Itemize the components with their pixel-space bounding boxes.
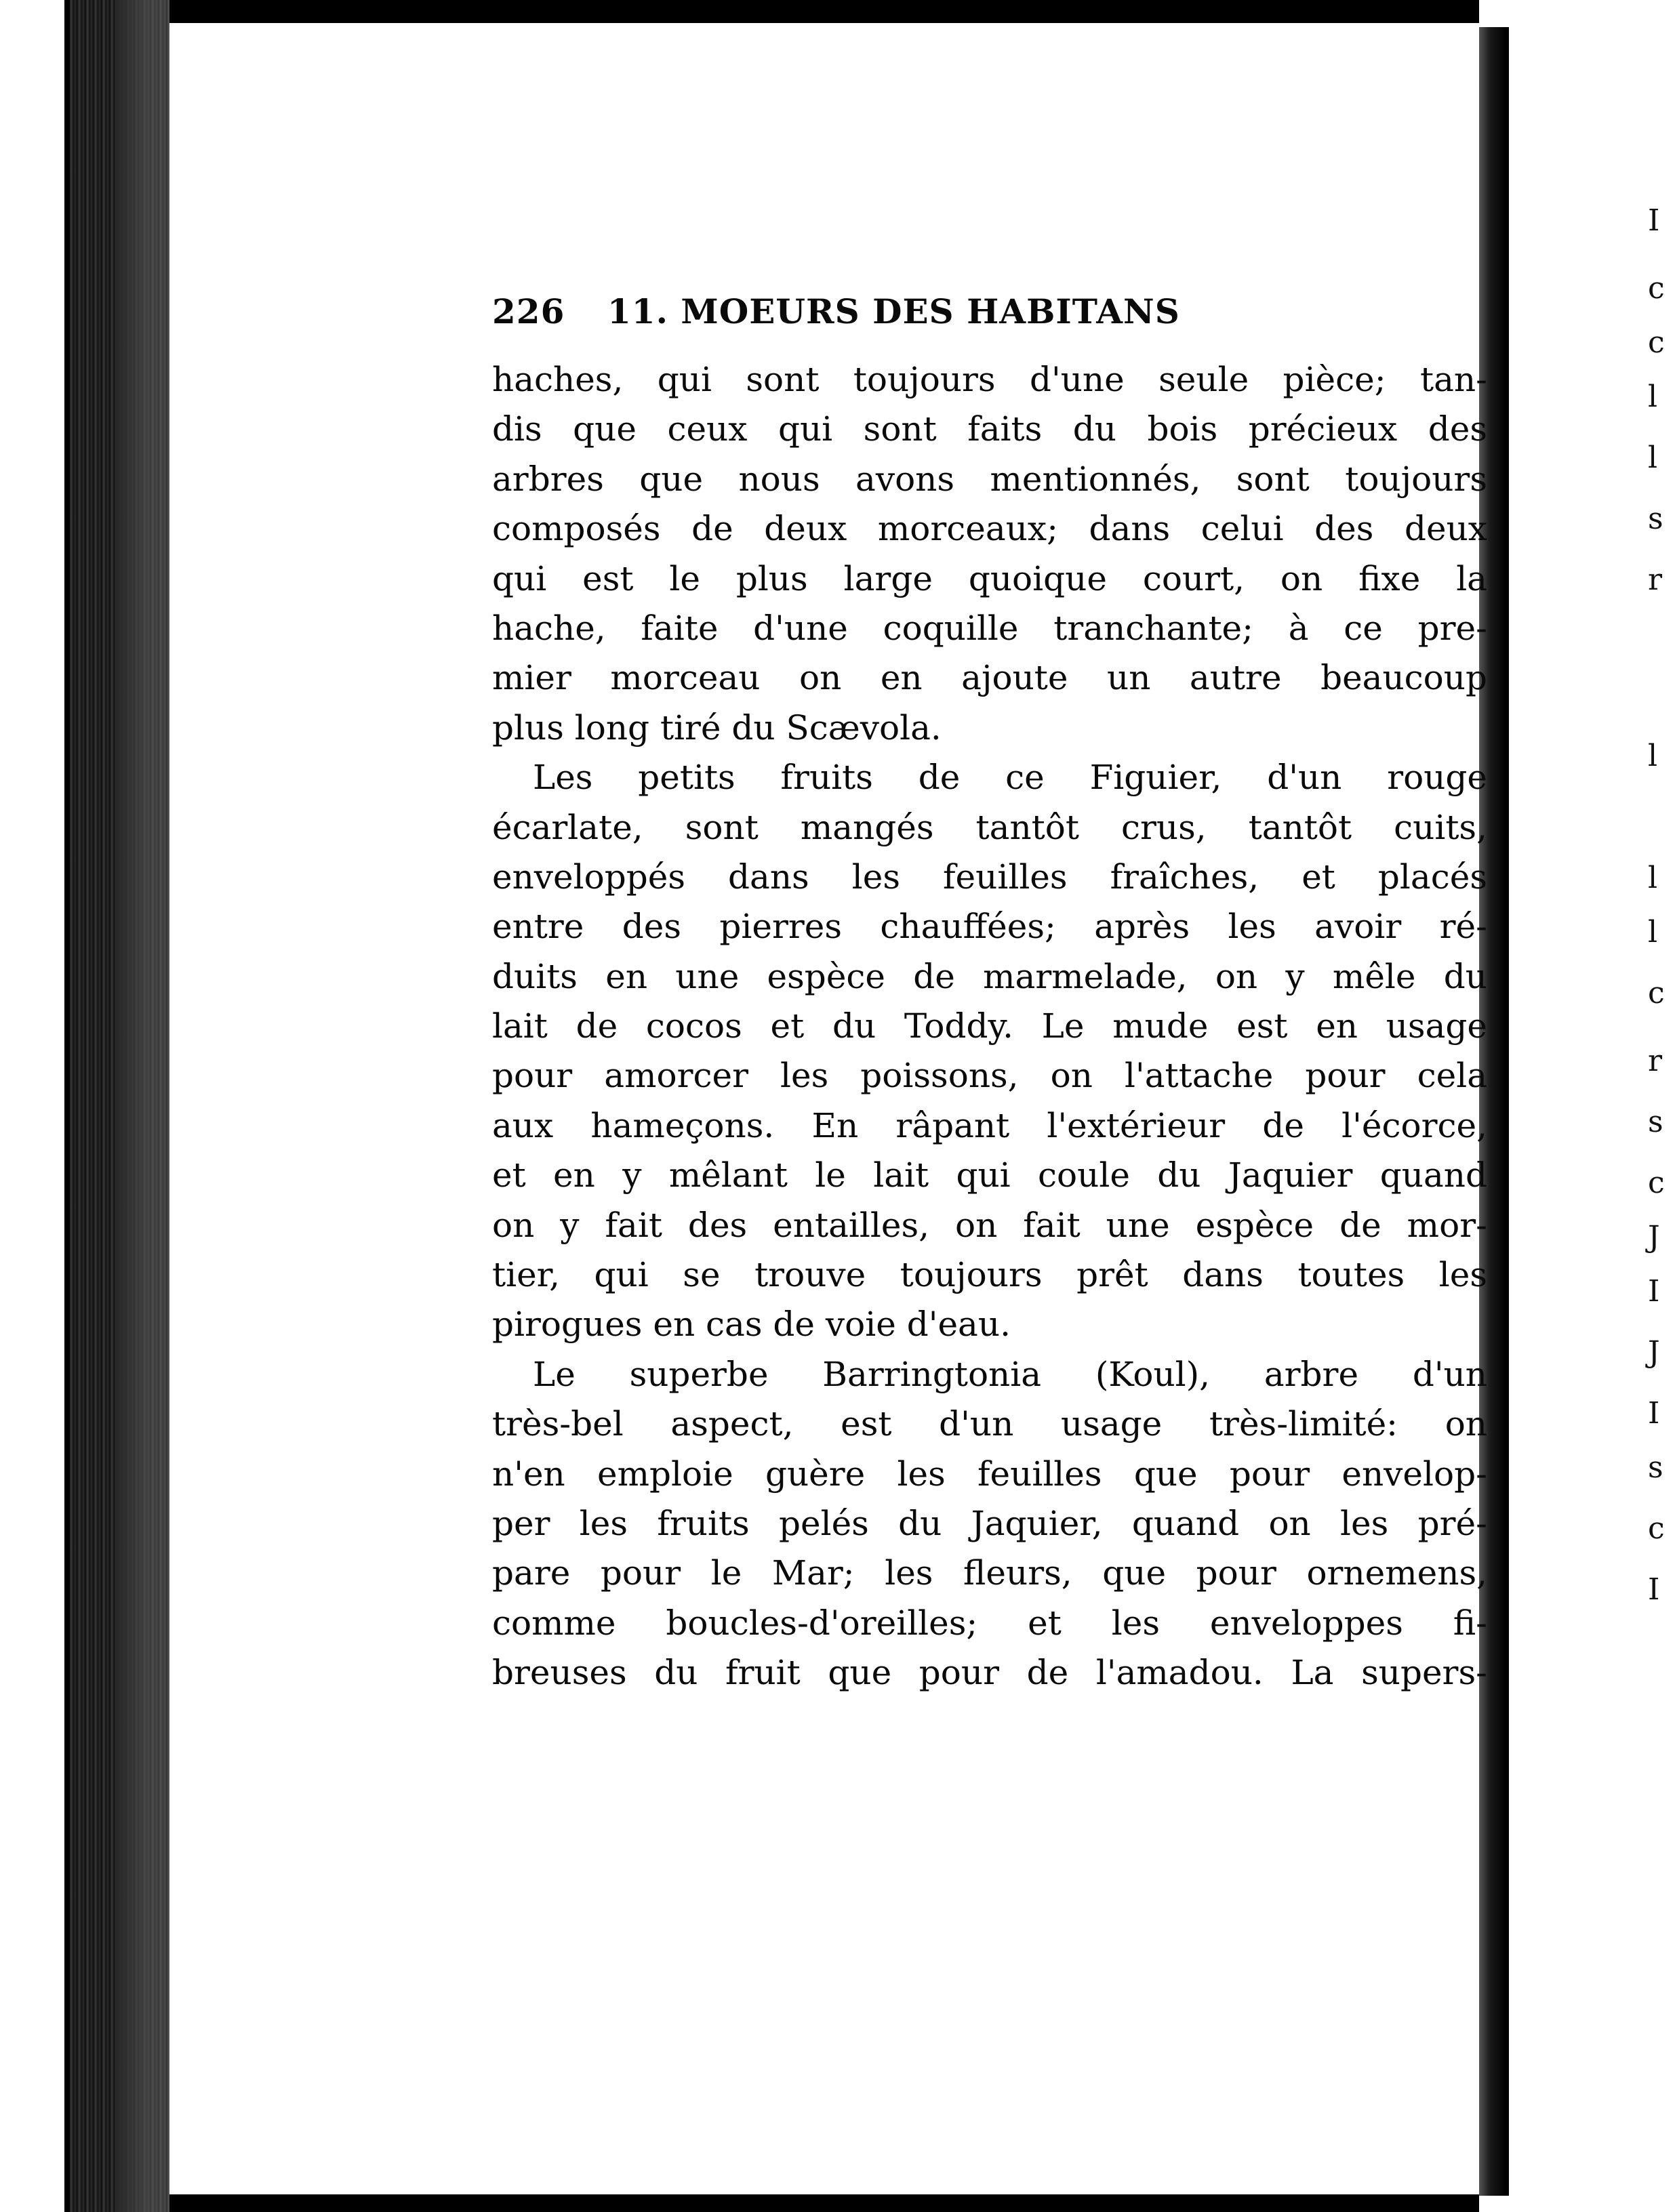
text-line: aux hameçons. En râpant l'extérieur de l'écorce, — [492, 1105, 1487, 1145]
text-line: lait de cocos et du Toddy. Le mude est en usage — [492, 1006, 1487, 1046]
text-line: breuses du fruit que pour de l'amadou. La supers- — [492, 1653, 1487, 1693]
facing-page-letter: I — [1648, 1572, 1660, 1607]
facing-page-letter: I — [1648, 203, 1660, 238]
text-line: écarlate, sont mangés tantôt crus, tantôt cuits, — [492, 807, 1487, 847]
text-line: et en y mêlant le lait qui coule du Jaquier quand — [492, 1155, 1487, 1195]
bottom-scan-border — [169, 2194, 1479, 2212]
text-line: Le superbe Barringtonia (Koul), arbre d'un — [533, 1354, 1487, 1394]
text-line: dis que ceux qui sont faits du bois précieux des — [492, 409, 1487, 449]
top-scan-border — [169, 0, 1479, 23]
facing-page-letter: r — [1648, 562, 1663, 597]
page-number: 226 — [492, 291, 565, 331]
facing-page-letter: l — [1648, 380, 1658, 414]
text-line: mier morceau on en ajoute un autre beaucoup — [492, 658, 1487, 698]
text-line: duits en une espèce de marmelade, on y mêle du — [492, 956, 1487, 996]
facing-page-letter: s — [1648, 1105, 1663, 1139]
facing-page-letter: s — [1648, 1450, 1663, 1485]
body-text — [492, 355, 1487, 1698]
facing-page-letter: I — [1648, 1396, 1660, 1431]
facing-page-letter: J — [1648, 1335, 1660, 1370]
facing-page-letter: l — [1648, 441, 1658, 475]
text-line: Les petits fruits de ce Figuier, d'un rouge — [533, 758, 1487, 798]
text-line: entre des pierres chauffées; après les avoir ré- — [492, 907, 1487, 947]
facing-page-letter: l — [1648, 861, 1658, 895]
scan-border-line — [64, 0, 70, 2212]
facing-page-letter: l — [1648, 739, 1658, 773]
text-line: haches, qui sont toujours d'une seule pièce; tan- — [492, 360, 1487, 399]
text-line: on y fait des entailles, on fait une espèce de mor- — [492, 1205, 1487, 1245]
text-line: per les fruits pelés du Jaquier, quand on les pré- — [492, 1503, 1487, 1543]
text-line: pour amorcer les poissons, on l'attache pour cela — [492, 1056, 1487, 1096]
text-line: hache, faite d'une coquille tranchante; à ce pre- — [492, 608, 1487, 648]
facing-page-letter: s — [1648, 501, 1663, 536]
text-line: composés de deux morceaux; dans celui des deux — [492, 509, 1487, 549]
text-line: arbres que nous avons mentionnés, sont toujours — [492, 459, 1487, 499]
text-line: n'en emploie guère les feuilles que pour envelop- — [492, 1454, 1487, 1494]
text-line: comme boucles-d'oreilles; et les enveloppes fi- — [492, 1603, 1487, 1643]
text-line: plus long tiré du Scævola. — [492, 708, 942, 747]
text-line: très-bel aspect, est d'un usage très-limité: on — [492, 1404, 1487, 1444]
facing-page-letter: J — [1648, 1220, 1660, 1254]
scan-margin — [0, 0, 64, 2212]
facing-page-letter: I — [1648, 1274, 1660, 1309]
text-line: qui est le plus large quoique court, on fixe la — [492, 558, 1487, 598]
text-line: pirogues en cas de voie d'eau. — [492, 1305, 1011, 1345]
facing-page-letter: l — [1648, 915, 1658, 949]
facing-page-letter: c — [1648, 325, 1665, 360]
facing-page-letter: c — [1648, 1511, 1665, 1546]
book-page — [169, 23, 1487, 2194]
facing-page-letter: c — [1648, 271, 1665, 306]
running-header — [492, 291, 1495, 331]
text-line: enveloppés dans les feuilles fraîches, et placés — [492, 857, 1487, 897]
text-line: pare pour le Mar; les fleurs, que pour ornemens, — [492, 1553, 1487, 1593]
facing-page-letter: r — [1648, 1044, 1663, 1078]
facing-page-letter: c — [1648, 1166, 1665, 1200]
facing-page-letter: c — [1648, 976, 1665, 1010]
facing-page — [1506, 27, 1665, 2196]
text-line: tier, qui se trouve toujours prêt dans toutes les — [492, 1255, 1487, 1295]
running-title: 11. MOEURS DES HABITANS — [607, 291, 1180, 331]
